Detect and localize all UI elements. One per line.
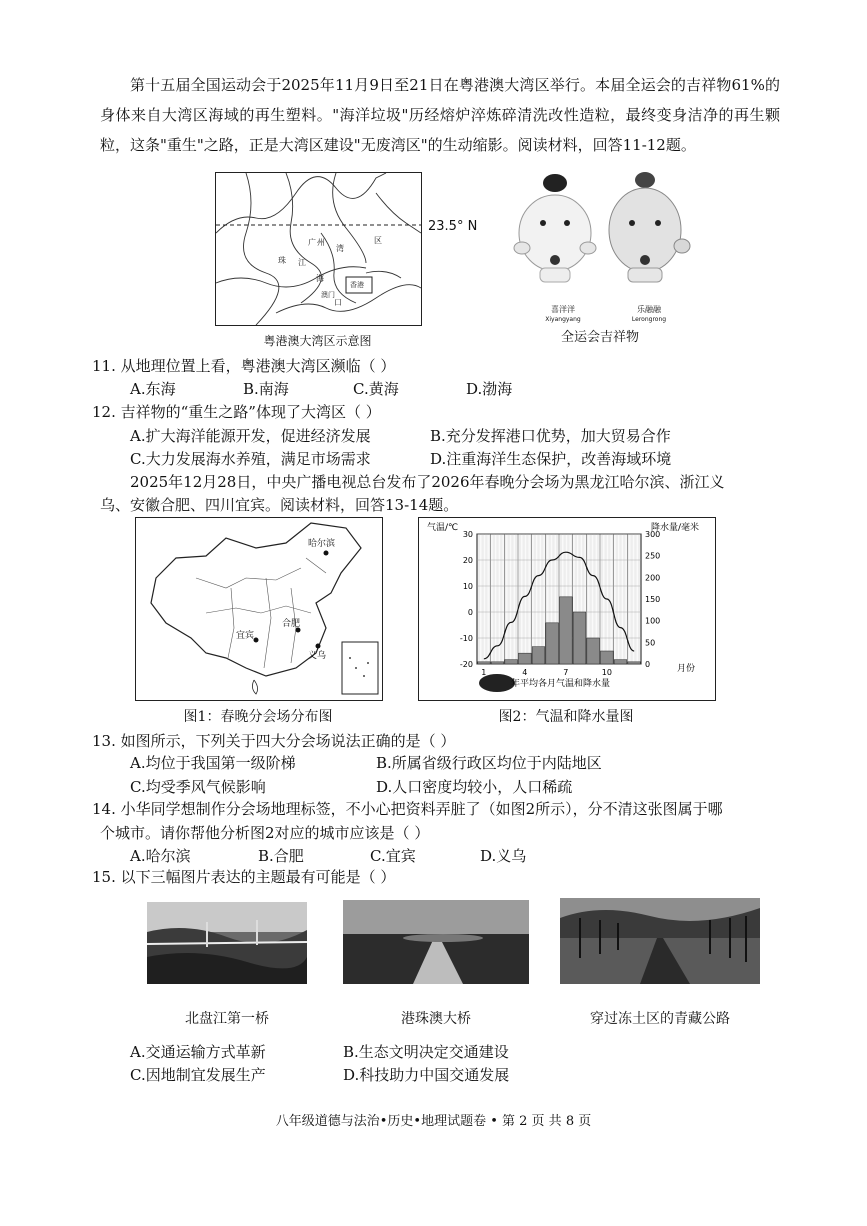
precipitation-bar [491, 662, 504, 664]
city-label-yibin: 宜宾 [236, 631, 255, 641]
photo-caption-2: 港珠澳大桥 [401, 1011, 471, 1027]
precipitation-bar [519, 653, 532, 664]
map-label-hongkong: 香港 [350, 281, 364, 289]
q12-stem: 12. 吉祥物的“重生之路”体现了大湾区（ ） [92, 403, 381, 421]
q11-option-d: D.渤海 [466, 380, 513, 398]
page-footer: 八年级道德与法治•历史•地理试题卷 • 第 2 页 共 8 页 [275, 1114, 592, 1129]
q14-option-b: B.合肥 [258, 847, 304, 865]
y-right-tick-label: 50 [645, 638, 656, 648]
intro-paragraph-2-line2: 乌、安徽合肥、四川宜宾。阅读材料，回答13-14题。 [100, 496, 459, 514]
mascot-left-name: 喜洋洋 [551, 305, 575, 314]
q15-option-b: B.生态文明决定交通建设 [343, 1043, 509, 1061]
q13-option-b: B.所属省级行政区均位于内陆地区 [376, 754, 602, 772]
y-left-tick-label: -10 [459, 634, 473, 643]
chart-bottom-title: 年平均各月气温和降水量 [511, 679, 611, 689]
photo-beipanjiang-bridge [147, 902, 307, 984]
q12-option-a: A.扩大海洋能源开发，促进经济发展 [130, 427, 371, 445]
precipitation-bar [546, 623, 559, 664]
precipitation-bar [601, 651, 614, 664]
q13-option-c: C.均受季风气候影响 [130, 778, 266, 796]
x-tick-label: 1 [481, 668, 487, 677]
y-right-tick-label: 150 [645, 595, 661, 604]
photo-caption-1: 北盘江第一桥 [185, 1011, 269, 1027]
photo-caption-3: 穿过冻土区的青藏公路 [590, 1011, 730, 1027]
q13-stem: 13. 如图所示，下列关于四大分会场说法正确的是（ ） [92, 732, 456, 750]
city-label-yiwu: 义乌 [308, 651, 327, 661]
y-left-tick-label: 20 [462, 556, 473, 565]
y-left-tick-label: 10 [462, 582, 473, 591]
y-left-tick-label: 0 [467, 608, 473, 617]
q12-option-d: D.注重海洋生态保护，改善海域环境 [430, 450, 672, 468]
city-label-harbin: 哈尔滨 [308, 539, 336, 549]
q11-option-b: B.南海 [243, 380, 289, 398]
map-label-guang: 广 [308, 238, 316, 247]
x-tick-label: 10 [601, 668, 612, 677]
q14-option-d: D.义乌 [480, 847, 527, 865]
q14-option-a: A.哈尔滨 [130, 847, 191, 865]
q15-option-a: A.交通运输方式革新 [130, 1043, 266, 1061]
map-label-macau: 澳门 [321, 291, 335, 299]
map-label-zhou: 州 [317, 238, 325, 247]
photo-hzmb-bridge [343, 900, 529, 984]
precipitation-bar [532, 647, 545, 664]
city-label-hefei: 合肥 [282, 619, 301, 629]
mascot-right-pinyin: Lerongrong [631, 316, 667, 323]
intro-paragraph-2-line1: 2025年12月28日，中央广播电视总台发布了2026年春晚分会场为黑龙江哈尔滨、浙江义 [130, 473, 725, 491]
precipitation-bar [560, 597, 573, 664]
precipitation-bar [587, 638, 600, 664]
photo-qinghai-tibet-road [560, 898, 760, 984]
q12-option-c: C.大力发展海水养殖，满足市场需求 [130, 450, 371, 468]
map-label-wan: 湾 [336, 244, 344, 253]
x-tick-label: 4 [522, 668, 528, 677]
x-axis-title: 月份 [677, 664, 696, 674]
map-label-jiang: 江 [298, 258, 306, 267]
china-map-figure [135, 517, 383, 701]
q13-option-d: D.人口密度均较小，人口稀疏 [376, 778, 573, 796]
intro-paragraph-1: 第十五届全国运动会于2025年11月9日至21日在粤港澳大湾区举行。本届全运会的吉祥物61%的身体来自大湾区海域的再生塑料。"海洋垃圾"历经熔炉淬炼碎清洗改性造粒，最终变身洁净的再生颗粒，这条"重生"之路，正是大湾区建设"无废湾区"的生动缩影。阅读材料，回答11-12题。 [100, 76, 780, 154]
map-label-qu: 区 [374, 236, 382, 245]
y-right-tick-label: 250 [645, 551, 661, 561]
latitude-label: 23.5° N [428, 219, 478, 234]
q12-option-b: B.充分发挥港口优势，加大贸易合作 [430, 427, 671, 445]
q11-stem: 11. 从地理位置上看，粤港澳大湾区濒临（ ） [92, 357, 396, 375]
bay-area-map-caption: 粤港澳大湾区示意图 [263, 334, 372, 348]
mascot-left-pinyin: Xiyangyang [545, 316, 581, 323]
q11-option-a: A.东海 [130, 380, 176, 398]
climate-chart-figure [418, 517, 716, 701]
map-label-kou: 口 [334, 298, 342, 307]
mascot-right-label [606, 305, 692, 325]
y-right-tick-label: 300 [645, 530, 661, 539]
mascot-right-name: 乐融融 [637, 305, 661, 314]
precipitation-bar [505, 660, 518, 664]
precipitation-bar [628, 662, 641, 664]
q14-option-c: C.宜宾 [370, 847, 416, 865]
bay-area-map [215, 172, 422, 326]
y-right-tick-label: 0 [645, 660, 651, 669]
q15-option-d: D.科技助力中国交通发展 [343, 1066, 510, 1084]
map-label-zhu: 珠 [278, 256, 286, 265]
y-left-tick-label: -20 [459, 660, 473, 669]
precipitation-bar [478, 662, 491, 664]
q15-option-c: C.因地制宜发展生产 [130, 1066, 266, 1084]
mascot-left-label [520, 305, 606, 325]
map-label-hai: 海 [316, 274, 324, 283]
q14-stem-line1: 14. 小华同学想制作分会场地理标签，不小心把资料弄脏了（如图2所示），分不清这张图属于哪 [92, 800, 723, 818]
fig2-caption: 图2：气温和降水量图 [498, 709, 634, 725]
y-right-tick-label: 200 [645, 573, 661, 583]
precipitation-bar [614, 660, 627, 664]
q11-option-c: C.黄海 [353, 380, 399, 398]
fig1-caption: 图1：春晚分会场分布图 [183, 709, 333, 725]
right-axis-title: 降水量/毫米 [651, 523, 700, 533]
y-left-tick-label: 30 [462, 530, 473, 539]
left-axis-title: 气温/℃ [427, 523, 459, 533]
precipitation-bar [573, 612, 586, 664]
q13-option-a: A.均位于我国第一级阶梯 [130, 754, 296, 772]
y-right-tick-label: 100 [645, 616, 661, 626]
mascot-illustration [510, 168, 710, 318]
q14-stem-line2: 个城市。请你帮他分析图2对应的城市应该是（ ） [100, 824, 430, 842]
q15-stem: 15. 以下三幅图片表达的主题最有可能是（ ） [92, 868, 396, 886]
mascot-caption: 全运会吉祥物 [560, 330, 639, 345]
x-tick-label: 7 [563, 668, 569, 677]
